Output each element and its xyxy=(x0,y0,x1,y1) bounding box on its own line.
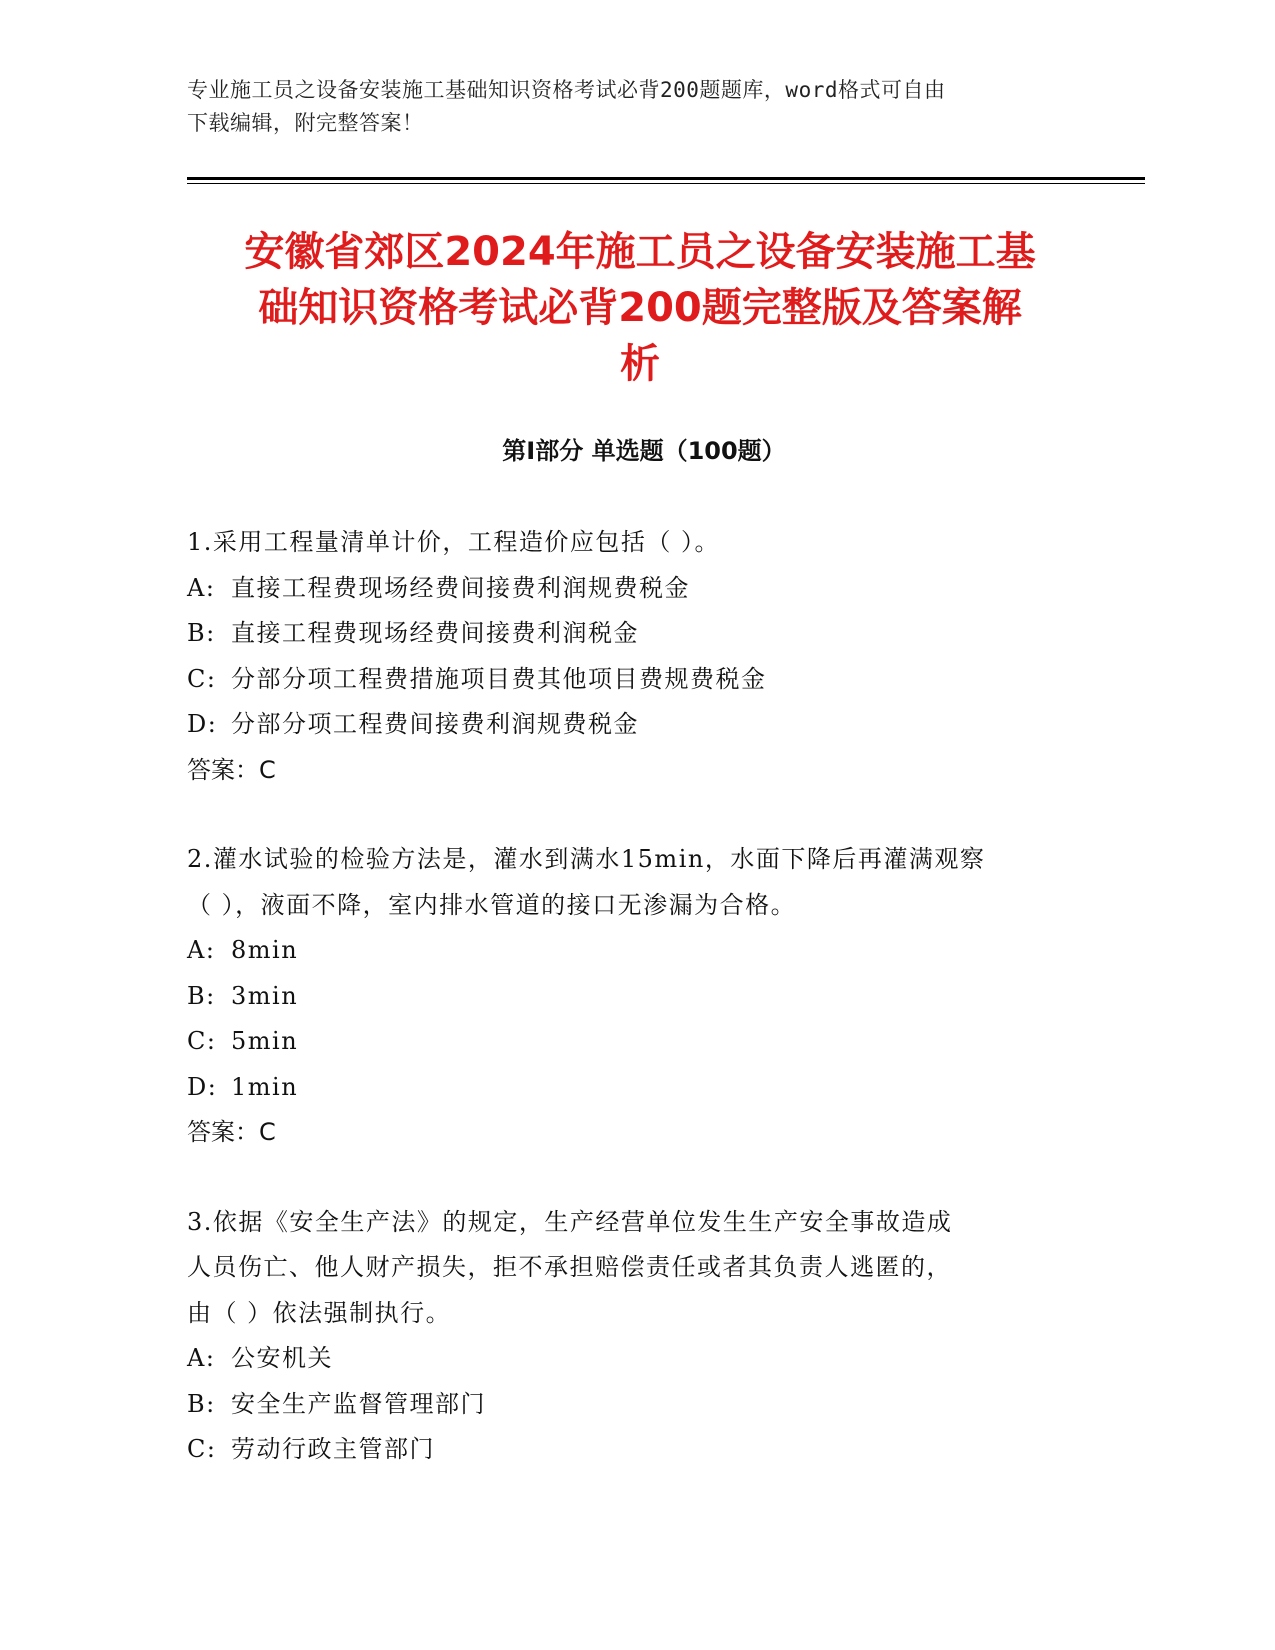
answer: 答案：C xyxy=(187,1118,276,1146)
document-title-line-3: 析 xyxy=(620,341,660,387)
document-title-line-1: 安徽省郊区2024年施工员之设备安装施工基 xyxy=(244,229,1036,275)
question-stem: 由（ ）依法强制执行。 xyxy=(187,1298,452,1327)
option-d xyxy=(187,702,1087,748)
option-text: 直接工程费现场经费间接费利润规费税金 xyxy=(231,573,690,602)
option-key: C: xyxy=(187,1027,217,1055)
question-1 xyxy=(187,520,1087,793)
option-key: A: xyxy=(187,573,216,602)
question-stem: 人员伤亡、他人财产损失，拒不承担赔偿责任或者其负责人逃匿的， xyxy=(187,1253,952,1281)
option-c xyxy=(187,1427,1087,1473)
question-stem: 3.依据《安全生产法》的规定，生产经营单位发生生产安全事故造成 xyxy=(187,1207,953,1236)
header-divider-thin xyxy=(187,183,1145,184)
option-key: D: xyxy=(187,1072,218,1101)
question-stem: 1.采用工程量清单计价，工程造价应包括（ ）。 xyxy=(187,528,721,556)
option-c xyxy=(187,657,1087,703)
option-key: C: xyxy=(187,664,217,693)
option-key: B: xyxy=(187,1389,216,1418)
section-title: 第Ⅰ部分 单选题（100题） xyxy=(502,437,786,465)
option-text: 安全生产监督管理部门 xyxy=(231,1389,486,1418)
option-text: 公安机关 xyxy=(231,1344,333,1372)
option-text: 5min xyxy=(231,1027,299,1055)
header-note-line-1: 专业施工员之设备安装施工基础知识资格考试必背200题题库，word格式可自由 xyxy=(187,78,946,102)
option-text: 劳动行政主管部门 xyxy=(231,1435,435,1463)
option-key: B: xyxy=(187,619,216,647)
option-text: 分部分项工程费间接费利润规费税金 xyxy=(231,710,639,738)
header-divider-thick xyxy=(187,177,1145,180)
option-text: 1min xyxy=(231,1072,299,1101)
option-key: A: xyxy=(187,1344,216,1372)
question-stem: 2.灌水试验的检验方法是，灌水到满水15min，水面下降后再灌满观察 xyxy=(187,845,986,873)
option-c xyxy=(187,1019,1087,1065)
option-a xyxy=(187,566,1087,612)
option-text: 8min xyxy=(231,936,299,964)
option-key: D: xyxy=(187,710,218,738)
question-stem: （ ），液面不降，室内排水管道的接口无渗漏为合格。 xyxy=(187,890,797,919)
header-note-line-2: 下载编辑，附完整答案！ xyxy=(187,111,424,135)
option-key: C: xyxy=(187,1435,217,1463)
option-a xyxy=(187,1336,1087,1382)
option-d xyxy=(187,1065,1087,1111)
question-2 xyxy=(187,837,1087,1156)
header-note xyxy=(187,74,1067,140)
document-title xyxy=(180,224,1100,392)
question-list xyxy=(187,520,1087,1517)
option-b xyxy=(187,1382,1087,1428)
option-text: 3min xyxy=(231,981,299,1010)
question-3 xyxy=(187,1200,1087,1473)
option-a xyxy=(187,928,1087,974)
option-b xyxy=(187,611,1087,657)
option-key: B: xyxy=(187,981,216,1010)
option-text: 分部分项工程费措施项目费其他项目费规费税金 xyxy=(231,664,767,693)
option-key: A: xyxy=(187,936,216,964)
document-title-line-2: 础知识资格考试必背200题完整版及答案解 xyxy=(258,285,1022,331)
answer: 答案：C xyxy=(187,755,276,784)
option-text: 直接工程费现场经费间接费利润税金 xyxy=(231,619,639,647)
option-b xyxy=(187,974,1087,1020)
